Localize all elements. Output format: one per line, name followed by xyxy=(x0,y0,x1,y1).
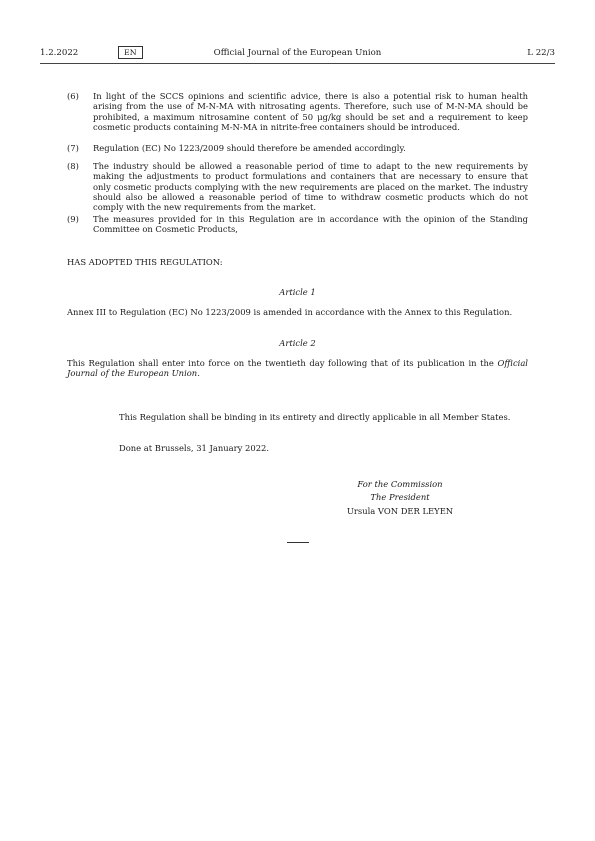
signature-role: The President xyxy=(370,492,430,503)
end-divider xyxy=(287,542,309,543)
signature-name: Ursula VON DER LEYEN xyxy=(346,505,454,516)
binding-statement: This Regulation shall be binding in its entirety and directly applicable in all Member States. xyxy=(119,412,511,422)
recital-text: In light of the SCCS opinions and scientific advice, there is also a potential risk to human health arising from the use of M-N-MA with nitrosating agents. Therefore, such use of M-N-MA should be prohibited, a maximum nitrosamine content of 50 μg/kg should be set and a requirement to keep cosmetic products containing M-N-MA in nitrite-free containers should be introduced. xyxy=(93,91,528,132)
page-reference: L 22/3 xyxy=(527,48,555,58)
article-1-text: Annex III to Regulation (EC) No 1223/2009 is amended in accordance with the Annex to this Regulation. xyxy=(67,307,513,317)
language-badge: EN xyxy=(118,46,143,59)
recital-7 xyxy=(67,143,528,153)
article-2-text-end: . xyxy=(197,368,200,379)
signature-block xyxy=(330,479,470,516)
journal-name-italic: Official Journal of the European Union xyxy=(67,358,528,379)
article-2-title: Article 2 xyxy=(279,338,316,348)
recital-number: (8) xyxy=(67,161,79,171)
recital-9 xyxy=(67,214,528,235)
recital-text: The industry should be allowed a reasonable period of time to adapt to the new requirements by making the adjustments to product formulations and containers that are necessary to ensure that only cosmetic products complying with the new requirements are placed on the market. The industry should also be allowed a reasonable period of time to withdraw cosmetic products which do not comply with the new requirements from the market. xyxy=(93,161,528,213)
signature-for: For the Commission xyxy=(357,479,443,489)
recital-text: The measures provided for in this Regulation are in accordance with the opinion of the Standing Committee on Cosmetic Products, xyxy=(93,214,528,235)
recital-number: (9) xyxy=(67,214,79,224)
adoption-statement: HAS ADOPTED THIS REGULATION: xyxy=(67,257,223,267)
article-2-text-part: This Regulation shall enter into force on the twentieth day following that of its publication in the xyxy=(67,358,498,368)
header-date: 1.2.2022 xyxy=(40,48,79,58)
recital-text: Regulation (EC) No 1223/2009 should therefore be amended accordingly. xyxy=(93,143,406,153)
article-2-text xyxy=(67,358,528,379)
recital-number: (7) xyxy=(67,143,79,153)
recital-8 xyxy=(67,161,528,212)
recital-6 xyxy=(67,91,528,132)
done-at-statement: Done at Brussels, 31 January 2022. xyxy=(119,443,270,453)
article-1-title: Article 1 xyxy=(279,287,316,297)
header-divider xyxy=(40,63,555,64)
page-header xyxy=(40,46,555,60)
journal-title: Official Journal of the European Union xyxy=(213,48,382,58)
recital-number: (6) xyxy=(67,91,79,101)
